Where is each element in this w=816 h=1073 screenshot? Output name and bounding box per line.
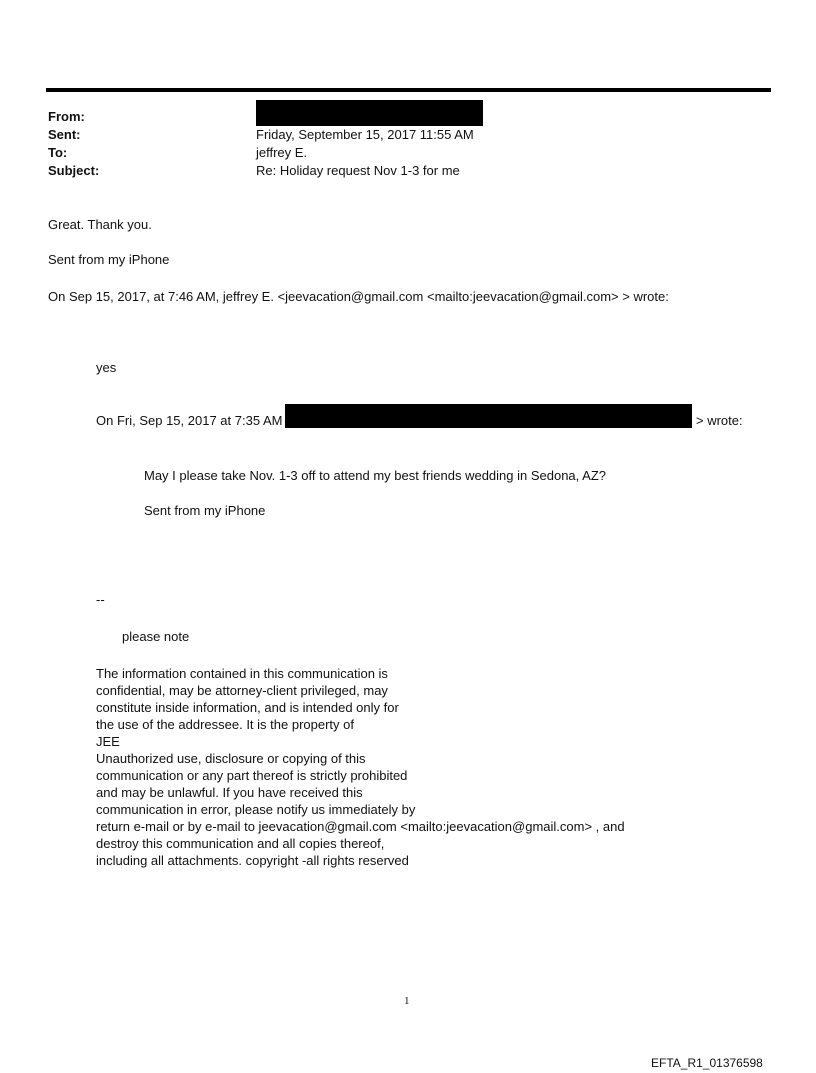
disclaimer bbox=[96, 665, 625, 869]
separator: -- bbox=[96, 592, 105, 607]
disclaimer-line: the use of the addressee. It is the property of bbox=[96, 717, 354, 732]
subject-label: Subject: bbox=[48, 163, 100, 178]
disclaimer-line: destroy this communication and all copies thereof, bbox=[96, 836, 385, 851]
quote-header-2-suffix: > wrote: bbox=[696, 413, 743, 428]
bates-number: EFTA_R1_01376598 bbox=[651, 1056, 763, 1070]
disclaimer-line: and may be unlawful. If you have received this bbox=[96, 785, 363, 800]
sent-value: Friday, September 15, 2017 11:55 AM bbox=[256, 127, 474, 142]
sent-label: Sent: bbox=[48, 127, 81, 142]
to-label: To: bbox=[48, 145, 68, 160]
page-number: 1 bbox=[404, 995, 410, 1007]
disclaimer-line: communication or any part thereof is strictly prohibited bbox=[96, 768, 408, 783]
signature: Sent from my iPhone bbox=[48, 252, 170, 267]
redaction-from bbox=[256, 100, 483, 126]
disclaimer-line: confidential, may be attorney-client privileged, may bbox=[96, 683, 388, 698]
disclaimer-line: Unauthorized use, disclosure or copying of this bbox=[96, 751, 366, 766]
quote-header-1: On Sep 15, 2017, at 7:46 AM, jeffrey E. <jeevacation@gmail.com <mailto:jeevacation@gmail.com> > wrote: bbox=[48, 289, 669, 304]
please-note: please note bbox=[122, 629, 190, 644]
disclaimer-line: constitute inside information, and is intended only for bbox=[96, 700, 399, 715]
from-label: From: bbox=[48, 109, 85, 124]
reply-line: Great. Thank you. bbox=[48, 217, 152, 232]
disclaimer-line: JEE bbox=[96, 734, 120, 749]
quote-header-2-prefix: On Fri, Sep 15, 2017 at 7:35 AM bbox=[96, 413, 283, 428]
to-value: jeffrey E. bbox=[256, 145, 308, 160]
disclaimer-line: communication in error, please notify us immediately by bbox=[96, 802, 416, 817]
header-rule bbox=[46, 88, 771, 92]
redaction-sender bbox=[285, 404, 692, 428]
disclaimer-line: The information contained in this communication is bbox=[96, 666, 388, 681]
subject-value: Re: Holiday request Nov 1-3 for me bbox=[256, 163, 460, 178]
request-signature: Sent from my iPhone bbox=[144, 503, 266, 518]
request-text: May I please take Nov. 1-3 off to attend my best friends wedding in Sedona, AZ? bbox=[144, 468, 607, 483]
disclaimer-line: return e-mail or by e-mail to jeevacation@gmail.com <mailto:jeevacation@gmail.com> , and bbox=[96, 819, 625, 834]
quote-reply: yes bbox=[96, 360, 117, 375]
disclaimer-line: including all attachments. copyright -all rights reserved bbox=[96, 853, 409, 868]
